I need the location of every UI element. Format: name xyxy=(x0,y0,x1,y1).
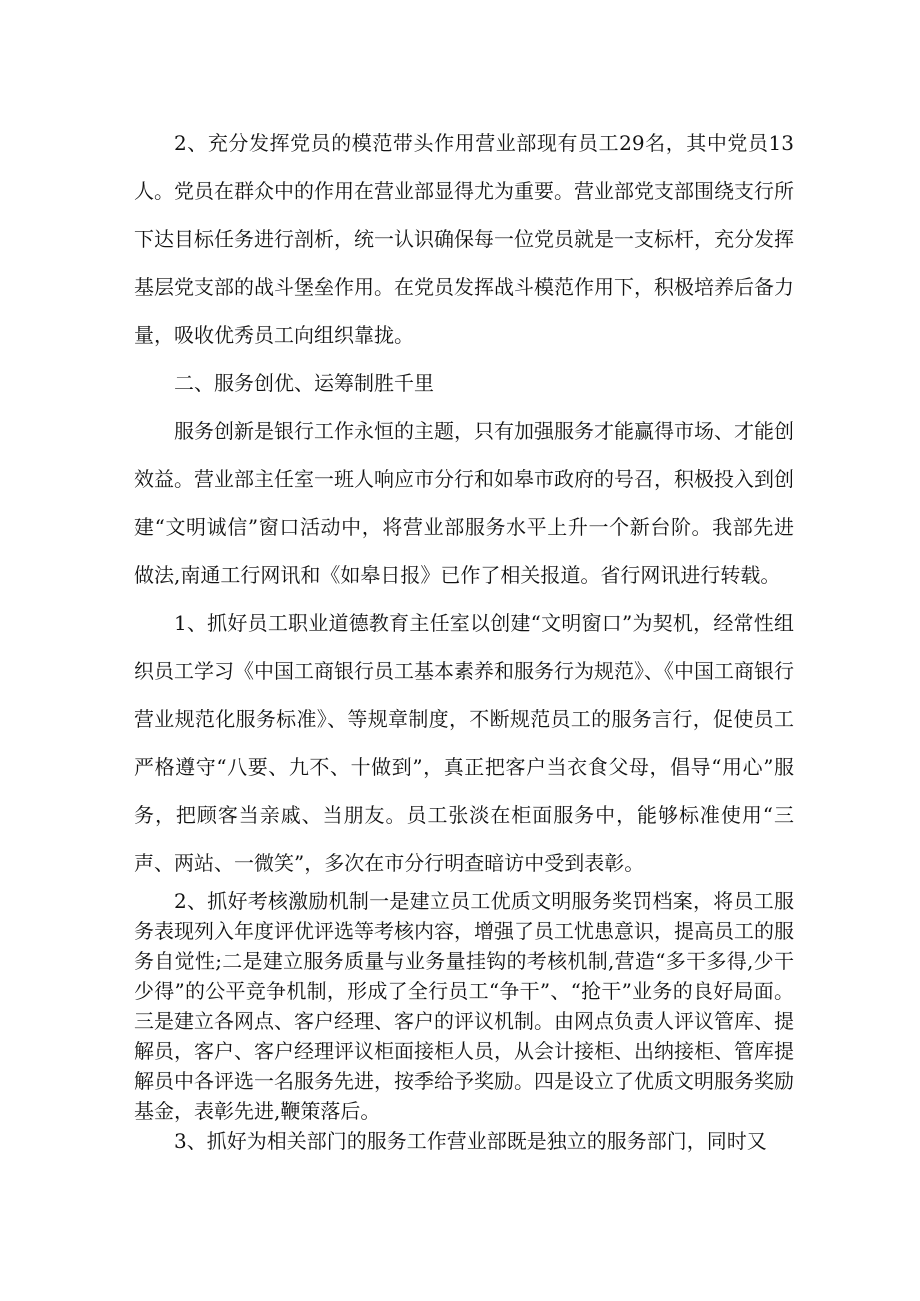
paragraph-party-members: 2、充分发挥党员的模范带头作用营业部现有员工29名，其中党员13人。党员在群众中的作用在营业部显得尤为重要。营业部党支部围绕支行所下达目标任务进行剖析，统一认识确保每一位党员就是一支标杆，充分发挥基层党支部的战斗堡垒作用。在党员发挥战斗模范作用下，积极培养后备力量，吸收优秀员工向组织靠拢。 xyxy=(134,131,794,347)
paragraph-service-innovation: 服务创新是银行工作永恒的主题，只有加强服务才能赢得市场、才能创效益。营业部主任室一班人响应市分行和如皋市政府的号召，积极投入到创建“文明诚信”窗口活动中，将营业部服务水平上升一个新台阶。我部先进做法,南通工行网讯和《如皋日报》已作了相关报道。省行网讯进行转载。 xyxy=(134,419,794,587)
paragraph-related-departments: 3、抓好为相关部门的服务工作营业部既是独立的服务部门，同时又 xyxy=(174,1129,767,1153)
section-heading-service: 二、服务创优、运筹制胜千里 xyxy=(174,371,434,395)
paragraph-ethics-education: 1、抓好员工职业道德教育主任室以创建“文明窗口”为契机，经常性组织员工学习《中国工商银行员工基本素养和服务行为规范》、《中国工商银行营业规范化服务标准》、等规章制度，不断规范员工的服务言行，促使员工严格遵守“八要、九不、十做到”，真正把客户当衣食父母，倡导“用心”服务，把顾客当亲戚、当朋友。员工张淡在柜面服务中，能够标准使用“三声、两站、一微笑”，多次在市分行明查暗访中受到表彰。 xyxy=(134,611,794,875)
paragraph-incentive-mechanism: 2、抓好考核激励机制一是建立员工优质文明服务奖罚档案，将员工服务表现列入年度评优评选等考核内容，增强了员工忧患意识，提高员工的服务自觉性;二是建立服务质量与业务量挂钩的考核机制,营造“多干多得,少干少得”的公平竞争机制，形成了全行员工“争干”、“抢干”业务的良好局面。三是建立各网点、客户经理、客户的评议机制。由网点负责人评议管库、提解员，客户、客户经理评议柜面接柜人员，从会计接柜、出纳接柜、管库提解员中各评选一名服务先进，按季给予奖励。四是设立了优质文明服务奖励基金，表彰先进,鞭策落后。 xyxy=(134,889,794,1123)
